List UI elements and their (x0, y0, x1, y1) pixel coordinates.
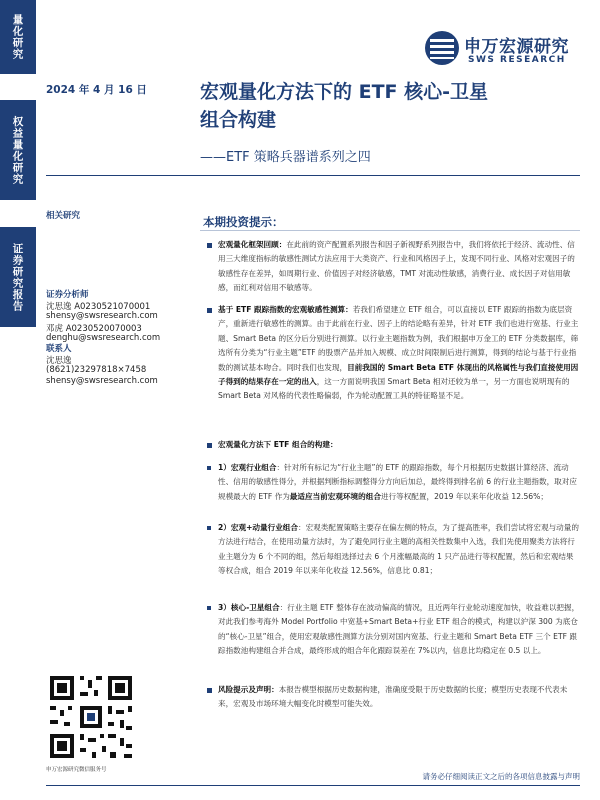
title-line-1: 宏观量化方法下的 ETF 核心-卫星 (200, 81, 489, 103)
analyst-line: 沈思逸 A0230521070001 (46, 302, 151, 312)
paragraph-highlight: 最适应当前宏观环境的组合 (289, 491, 381, 501)
paragraph-heading: 风险提示及声明： (218, 685, 279, 694)
sub-bullet-icon (207, 526, 211, 530)
logo-en-text: SWS RESEARCH (468, 55, 566, 65)
section-divider (200, 230, 580, 231)
paragraph-text: ：宏观类配置策略主要存在偏左侧的特点，为了提高胜率，我们尝试将宏观与动量的方法进行结合，在使用动量方法时，为了避免同行业主题的高相关性数集中入选，我们先使用聚类方法将行业主题分为 6 个不同的组，然后每组选择过去 6 个月涨幅最高的 1 只产品进行等权配置，然后和宏观结果等权合成，组合 2019 年以来年化收益 12.56%，信息比 0.81； (218, 523, 579, 576)
paragraph-heading: 宏观量化框架回顾： (218, 240, 287, 249)
paragraph-heading: 宏观量化方法下 ETF 组合的构建： (218, 440, 338, 449)
paragraph-text: 在此前的资产配置系列报告和因子新视野系列报告中，我们将依托于经济、流动性、信用三大维度指标的敏感性测试方法应用于大类资产、行业和风格因子上，发现不同行业、风格对宏观因子的敏感性存在差异，如周期行业、价值因子对经济敏感，TMT 对流动性敏感，消费行业、成长因子对信用敏感，而红利对信用不敏感等。 (218, 240, 575, 293)
analyst-heading: 证券分析师 (46, 290, 89, 300)
paragraph-portfolio-construction (218, 438, 580, 452)
sub-bullet-icon (207, 606, 211, 610)
sidebar-tag-securities-report: 证券研究报告 (0, 227, 36, 327)
report-date: 2024 年 4 月 16 日 (46, 84, 147, 96)
bullet-icon (207, 688, 212, 693)
bullet-icon (207, 443, 212, 448)
paragraph-heading: 基于 ETF 跟踪指数的宏观敏感性测算： (218, 305, 353, 314)
paragraph-highlight: 目前我国的 Smart Beta ETF 体现出的风格属性与我们直接使用因子得到的结果存在一定的出入 (218, 362, 579, 387)
contact-email[interactable]: shensy@swsresearch.com (46, 376, 158, 386)
related-research-label: 相关研究 (46, 211, 81, 221)
paragraph-heading: 3）核心-卫星组合 (218, 603, 280, 612)
qr-code-icon (46, 672, 136, 762)
sidebar-tag-equity-quant: 权益量化研究 (0, 100, 36, 200)
left-sidebar (0, 0, 38, 800)
paragraph-macro-momentum (218, 521, 580, 579)
analyst-line: 邓虎 A0230520070003 (46, 324, 142, 334)
paragraph-text: 本报告模型根据历史数据构建，准确度受限于历史数据的长度；模型历史表现不代表未来，宏观及市场环境大幅变化时模型可能失效。 (218, 685, 568, 709)
report-title (200, 78, 590, 134)
paragraph-text: ：针对所有标记为“行业主题”的 ETF 的跟踪指数，每个月根据历史数据计算经济、流动性、信用的敏感性得分，并根据判断指标调整得分方向后加总，最终得到排名前 6 的行业主题指数，取对应规模最大的 ETF 作为 (218, 463, 577, 501)
paragraph-text: 若我们希望建立 ETF 组合，可以直接以 ETF 跟踪的指数为底层资产，重新进行敏感性的测算。由于此前在行业、因子上的结论略有差异，针对 ETF 我们也进行宽基、行业主题、Smart Beta 的区分后分别进行测算。以行业主题指数为例，我们根据申万金工的 ETF 分类数据库，筛选所有分类为“行业主题”ETF 的股票产品并加入规模、成立时间限制后进行测算，得到的结论与基于行业指数的测试基本吻合。同时我们也发现， (218, 305, 579, 372)
contact-heading: 联系人 (46, 344, 72, 354)
footer-divider (46, 785, 580, 786)
paragraph-heading: 1）宏观行业组合 (218, 463, 277, 472)
paragraph-core-satellite (218, 601, 580, 659)
paragraph-text: ：行业主题 ETF 整体存在波动偏高的情况，且近两年行业轮动速度加快，收益难以把握，对此我们参考海外 Model Portfolio 中宽基+Smart Beta+行业 ETF 组合的模式，构建以沪深 300 为底仓的“核心-卫星”组合，使用宏观敏感性测算方法分别对国内宽基、行业主题和 Smart Beta ETF 三个 ETF 跟踪指数池构建组合并合成，最终形成的组合年化跟踪误差在 7%以内，信息比均稳定在 0.5 以上。 (218, 603, 580, 656)
company-logo (422, 28, 572, 68)
paragraph-heading: 2）宏观+动量行业组合 (218, 523, 298, 532)
bullet-icon (207, 243, 212, 248)
header-divider (46, 175, 580, 176)
analyst-email[interactable]: shensy@swsresearch.com (46, 311, 158, 321)
bullet-icon (207, 308, 212, 313)
section-title: 本期投资提示： (203, 215, 284, 229)
paragraph-text: ，这一方面说明我国 Smart Beta 相对还较为单一，另一方面也说明现有的 Smart Beta 对风格的代表性略偏弱，作为轮动配置工具的特征略显不足。 (218, 377, 570, 401)
paragraph-risk-disclosure (218, 683, 580, 712)
analyst-email[interactable]: denghu@swsresearch.com (46, 333, 161, 343)
paragraph-framework-review (218, 238, 580, 296)
contact-name: 沈思逸 (46, 356, 72, 366)
logo-cn-text: 申万宏源研究 (464, 37, 569, 57)
sws-logo-icon (422, 28, 462, 68)
contact-phone: (8621)23297818×7458 (46, 365, 147, 375)
qr-caption: 申万宏源研究微信服务号 (46, 767, 107, 773)
report-subtitle: ——ETF 策略兵器谱系列之四 (200, 150, 371, 165)
paragraph-sensitivity-test (218, 303, 580, 404)
paragraph-text: 进行等权配置，2019 年以来年化收益 12.56%； (380, 491, 548, 501)
footer-disclaimer: 请务必仔细阅读正文之后的各项信息披露与声明 (422, 772, 580, 781)
paragraph-macro-industry (218, 461, 580, 504)
sub-bullet-icon (207, 466, 211, 470)
title-line-2: 组合构建 (200, 109, 277, 131)
sidebar-tag-quant: 量化研究 (0, 0, 36, 74)
